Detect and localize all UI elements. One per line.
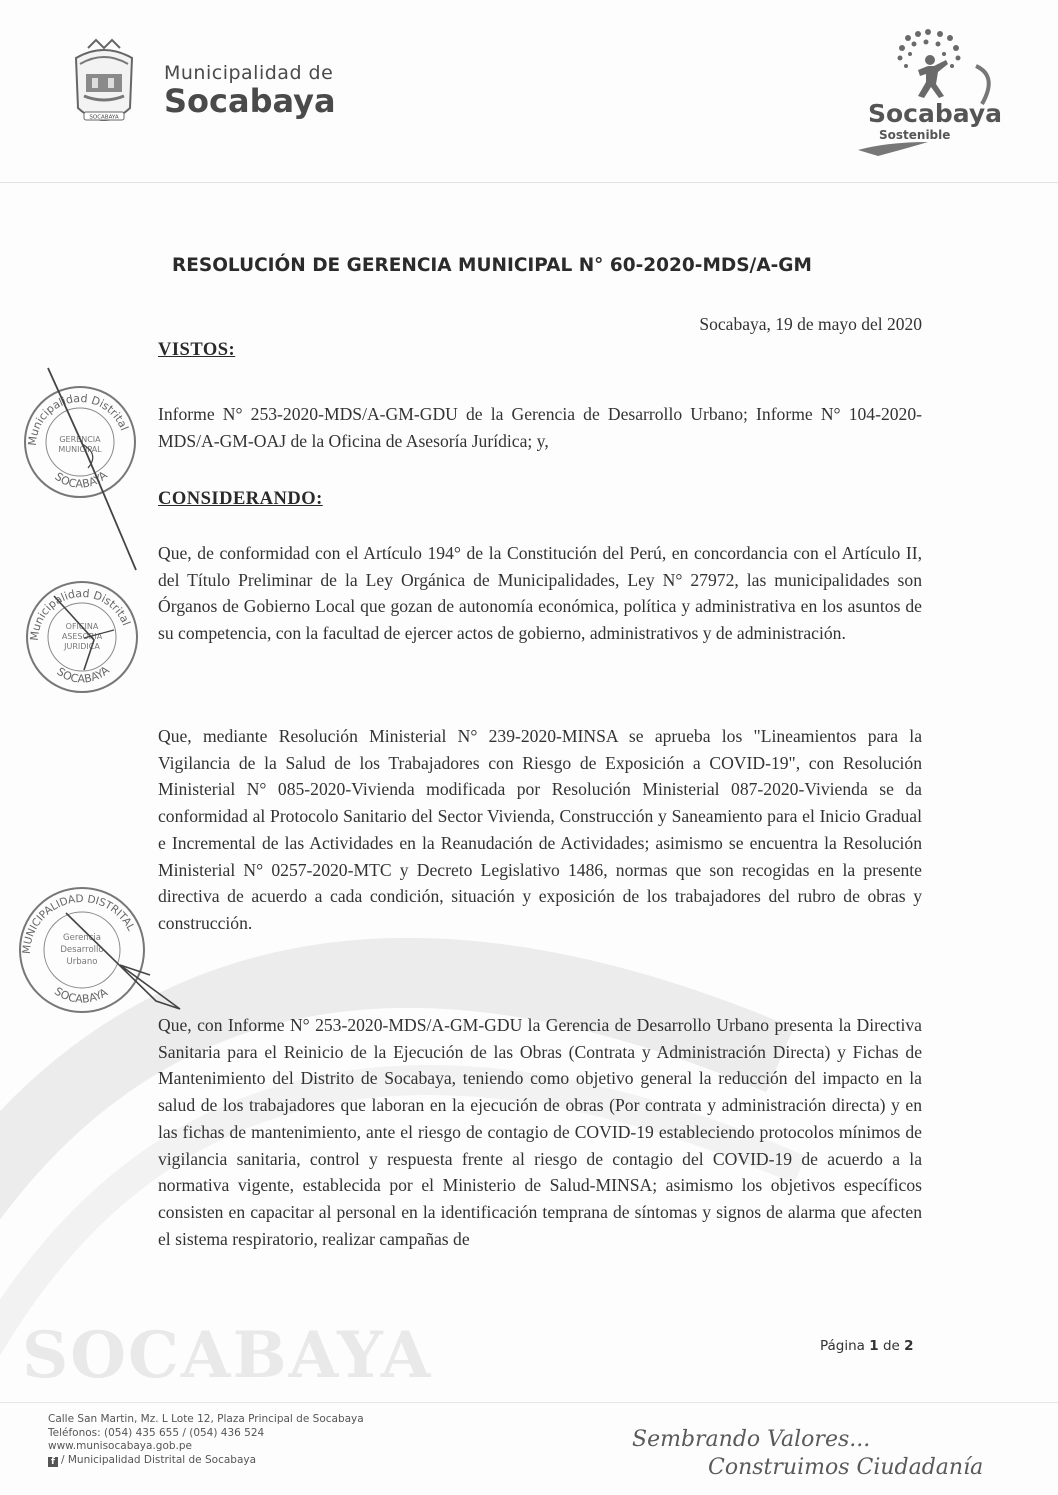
brand-subtitle: Sostenible: [879, 128, 951, 142]
stamp2-center-line1: OFICINA: [65, 622, 99, 631]
signature-mark-1: [25, 364, 148, 574]
stamp2-top-text: Municipalidad Distrital: [27, 586, 133, 642]
footer-contact-info: [48, 1413, 364, 1467]
resolution-title: RESOLUCIÓN DE GERENCIA MUNICIPAL N° 60-2020-MDS/A-GM: [172, 255, 812, 276]
stamp2-bottom-text: SOCABAYA: [54, 663, 112, 686]
municipality-title-line2: Socabaya: [164, 82, 336, 120]
considerando-paragraph-1: Que, de conformidad con el Artículo 194° de la Constitución del Perú, en concordancia con el Artículo II, del Título Preliminar de la Ley Orgánica de Municipalidades, Ley N° 27972, las municipalidades son Órganos de Gobierno Local que gozan de autonomía económica, política y administrativa en los asuntos de su competencia, con la facultad de ejercer actos de gobierno, administrativos y de administración.: [158, 543, 922, 644]
footer-facebook: [48, 1454, 364, 1468]
stamp1-center-line1: GERENCIA: [59, 435, 101, 444]
crest-text: SOCABAYA: [89, 114, 119, 121]
stamp2-center-line2: ASESORIA: [61, 632, 103, 641]
document-date: Socabaya, 19 de mayo del 2020: [699, 314, 922, 334]
page-number: [820, 1338, 914, 1354]
slogan-line2: Construimos Ciudadanía: [708, 1455, 984, 1480]
municipal-crest-logo: [58, 38, 150, 138]
considerando-heading: CONSIDERANDO:: [158, 489, 323, 509]
stamp3-bottom-text: SOCABAYA: [51, 984, 110, 1006]
stamp2-center-line3: JURIDICA: [64, 642, 100, 651]
header-divider: [0, 182, 1058, 183]
stamp3-center-line2: Desarrollo: [60, 945, 104, 955]
footer-phones: Teléfonos: (054) 435 655 / (054) 436 524: [48, 1426, 265, 1439]
vistos-paragraph: Informe N° 253-2020-MDS/A-GM-GDU de la Gerencia de Desarrollo Urbano; Informe N° 104-2020-MDS/A-GM-OAJ de la Oficina de Asesoría Jurídica; y,: [158, 404, 922, 451]
slogan-line1: Sembrando Valores...: [632, 1427, 871, 1452]
page-current: 1: [869, 1338, 879, 1354]
municipality-title: [164, 62, 336, 120]
brand-name: Socabaya: [868, 99, 1003, 128]
considerando-paragraph-2: Que, mediante Resolución Ministerial N° 239-2020-MINSA se aprueba los "Lineamientos para la Vigilancia de la Salud de los Trabajadores con Riesgo de Exposición a COVID-19", con Resolución Ministerial N° 085-2020-Vivienda modificada por Resolución Ministerial 087-2020-Vivienda se da conformidad al Protocolo Sanitario del Sector Vivienda, Construcción y Saneamiento para el Inicio Gradual e Incremental de las Actividades en la Reanudación de Actividades; asimismo se encuentra la Resolución Ministerial N° 0257-2020-MTC y Decreto Legislativo 1486, normas que son recogidas en la presente directiva de acuerdo a cada condición, situación y exposición de los trabajadores del rubro de obras y construcción.: [158, 726, 922, 933]
signature-mark-3: [60, 905, 190, 1015]
municipality-title-line1: Municipalidad de: [164, 62, 334, 84]
considerando-paragraph-3: Que, con Informe N° 253-2020-MDS/A-GM-GDU la Gerencia de Desarrollo Urbano presenta la Directiva Sanitaria para el Reinicio de la Ejecución de las Obras (Contrata y Administración Directa) y Fichas de Mantenimiento del Distrito de Socabaya, teniendo como objetivo general la reducción del impacto en la salud de los trabajadores que laboran en la ejecución de obras (Por contrata y administración directa) y en las fichas de mantenimiento, ante el riesgo de contagio de COVID-19 estableciendo protocolos mínimos de vigilancia sanitaria, control y respuesta frente al riesgo de contagio del COVID-19 de acuerdo a la normativa vigente, establecida por el Ministerio de Salud-MINSA; asimismo los objetivos específicos consisten en capacitar al personal en la identificación temprana de síntomas y signos de alarma que afecten el sistema respiratorio, realizar campañas de: [158, 1015, 922, 1249]
stamp1-bottom-text: SOCABAYA: [52, 468, 110, 491]
stamp3-top-text: MUNICIPALIDAD DISTRITAL: [20, 892, 137, 955]
stamp1-top-text: Municipalidad Distrital: [25, 391, 131, 447]
signature-mark-2: [44, 590, 124, 680]
watermark-text: SOCABAYA: [22, 1318, 433, 1393]
footer-facebook-text: / Municipalidad Distrital de Socabaya: [61, 1453, 257, 1466]
page-total: 2: [904, 1338, 914, 1354]
footer-divider: [0, 1402, 1058, 1403]
footer-website: www.munisocabaya.gob.pe: [48, 1440, 192, 1452]
vistos-heading: VISTOS:: [158, 340, 236, 360]
stamp3-center-line3: Urbano: [66, 957, 98, 967]
facebook-icon: f: [48, 1457, 58, 1467]
stamp3-center-line1: Gerencia: [63, 933, 101, 943]
page-label: Página: [820, 1338, 865, 1354]
footer-address: Calle San Martin, Mz. L Lote 12, Plaza Principal de Socabaya: [48, 1413, 364, 1425]
page-of: de: [882, 1338, 900, 1354]
stamp1-center-line2: MUNICIPAL: [58, 445, 102, 454]
